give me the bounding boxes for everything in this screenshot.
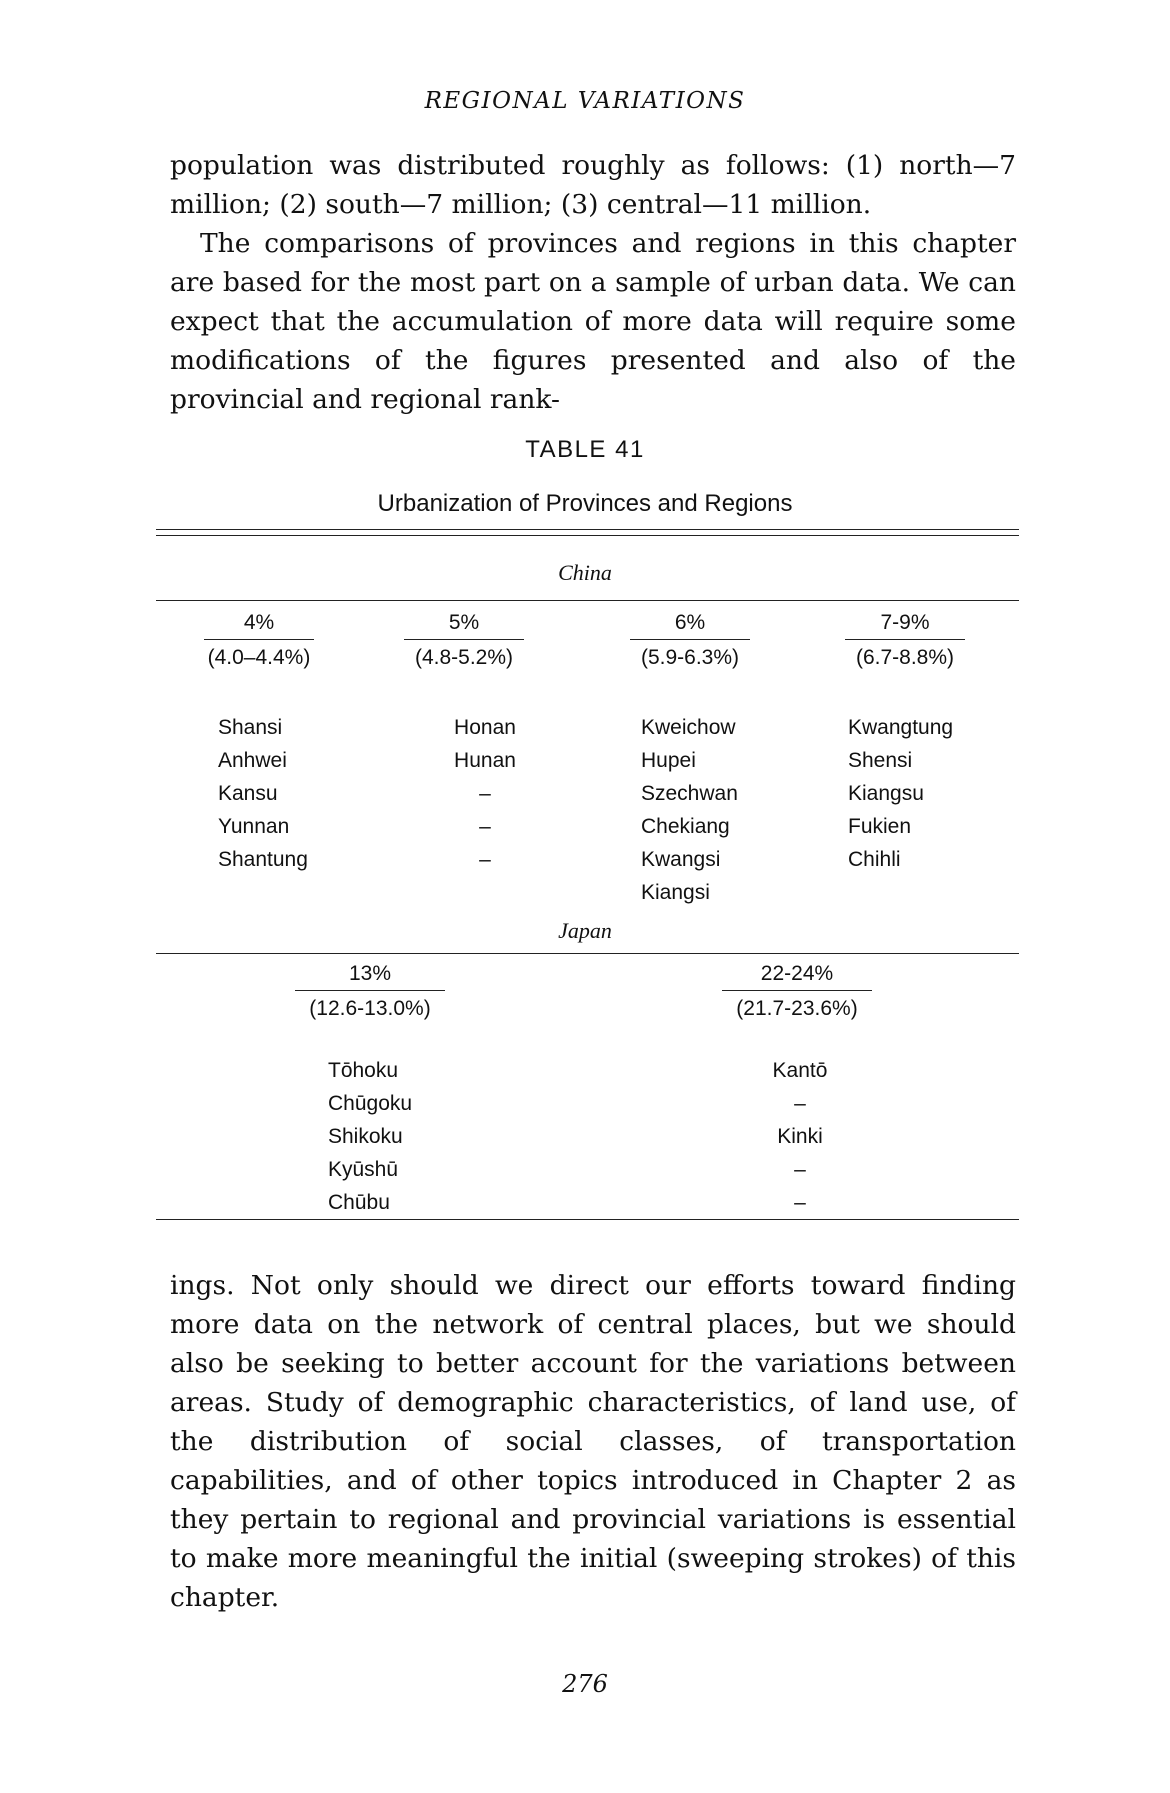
paragraph-bottom: ings. Not only should we direct our efforts toward finding more data on the network of central places, but we should also be seeking to better account for the variations between areas. Study of demographic characteristics, of land use, of the distribution of social classes, of transportation capabilities, and of other topics introduced in Chapter 2 as they pertain to regional and provincial variations is essential to make more meaningful the initial (sweeping strokes) of this chapter. (170, 1270, 1016, 1613)
list-item: Yunnan (218, 815, 290, 838)
china-column-4 (848, 711, 953, 876)
page-number: 276 (562, 1670, 608, 1698)
list-item: Shantung (218, 848, 308, 871)
list-item: Hunan (454, 749, 516, 772)
category-range: (4.8-5.2%) (414, 646, 514, 669)
list-item: Kwangsi (641, 848, 721, 871)
list-item: Tōhoku (328, 1059, 399, 1082)
list-item: Kinki (777, 1125, 823, 1148)
list-item: Chūbu (328, 1191, 390, 1214)
category-percent: 22-24% (722, 962, 872, 991)
table-top-rule (156, 529, 1019, 530)
japan-column-2 (755, 1054, 845, 1219)
list-item: Kwangtung (848, 716, 954, 739)
list-item: Shikoku (328, 1125, 403, 1148)
list-item: Chihli (848, 848, 901, 871)
list-item: Chūgoku (328, 1092, 413, 1115)
list-item: Kiangsu (848, 782, 924, 805)
china-category-7-9 (845, 611, 965, 670)
china-column-2 (440, 711, 530, 876)
china-category-5 (404, 611, 524, 670)
list-item: – (794, 1092, 806, 1115)
category-range: (12.6-13.0%) (309, 997, 431, 1020)
category-range: (21.7-23.6%) (736, 997, 858, 1020)
list-item: Kiangsi (641, 881, 710, 904)
list-item: – (479, 848, 491, 871)
category-percent: 13% (295, 962, 445, 991)
table-bottom-rule (156, 1219, 1019, 1220)
table-number: TABLE 41 (525, 436, 645, 463)
china-column-3 (641, 711, 738, 909)
china-category-6 (630, 611, 750, 670)
list-item: – (794, 1158, 806, 1181)
running-head: REGIONAL VARIATIONS (424, 88, 746, 114)
japan-category-13 (295, 962, 445, 1021)
list-item: Kyūshū (328, 1158, 399, 1181)
category-range: (5.9-6.3%) (640, 646, 740, 669)
category-percent: 7-9% (845, 611, 965, 640)
list-item: – (479, 815, 491, 838)
list-item: Kantō (772, 1059, 828, 1082)
table-top-rule-2 (156, 535, 1019, 536)
region-label-china: China (558, 560, 612, 585)
list-item: Kansu (218, 782, 278, 805)
category-percent: 5% (404, 611, 524, 640)
category-percent: 6% (630, 611, 750, 640)
list-item: Chekiang (641, 815, 730, 838)
list-item: Shensi (848, 749, 913, 772)
category-range: (6.7-8.8%) (855, 646, 955, 669)
list-item: Honan (454, 716, 516, 739)
japan-rule (156, 953, 1019, 954)
japan-column-1 (328, 1054, 412, 1219)
category-range: (4.0–4.4%) (207, 646, 311, 669)
list-item: Anhwei (218, 749, 287, 772)
list-item: Shansi (218, 716, 283, 739)
list-item: – (479, 782, 491, 805)
list-item: Fukien (848, 815, 912, 838)
list-item: Hupei (641, 749, 696, 772)
category-percent: 4% (204, 611, 314, 640)
paragraph-top-line-1: population was distributed roughly as follows: (1) north—7 million; (2) south—7 million; (3) central—11 million. (170, 150, 1016, 220)
list-item: Kweichow (641, 716, 736, 739)
china-rule (156, 600, 1019, 601)
japan-category-22-24 (722, 962, 872, 1021)
list-item: – (794, 1191, 806, 1214)
region-label-japan: Japan (558, 918, 612, 943)
china-column-1 (218, 711, 308, 876)
table-caption: Urbanization of Provinces and Regions (377, 490, 793, 517)
china-category-4 (204, 611, 314, 670)
paragraph-top (170, 146, 1016, 419)
paragraph-top-line-2: The comparisons of provinces and regions in this chapter are based for the most part on a sample of urban data. We can expect that the accumulation of more data will require some modifications of the figures presented and also of the provincial and regional rank- (170, 228, 1016, 415)
list-item: Szechwan (641, 782, 738, 805)
